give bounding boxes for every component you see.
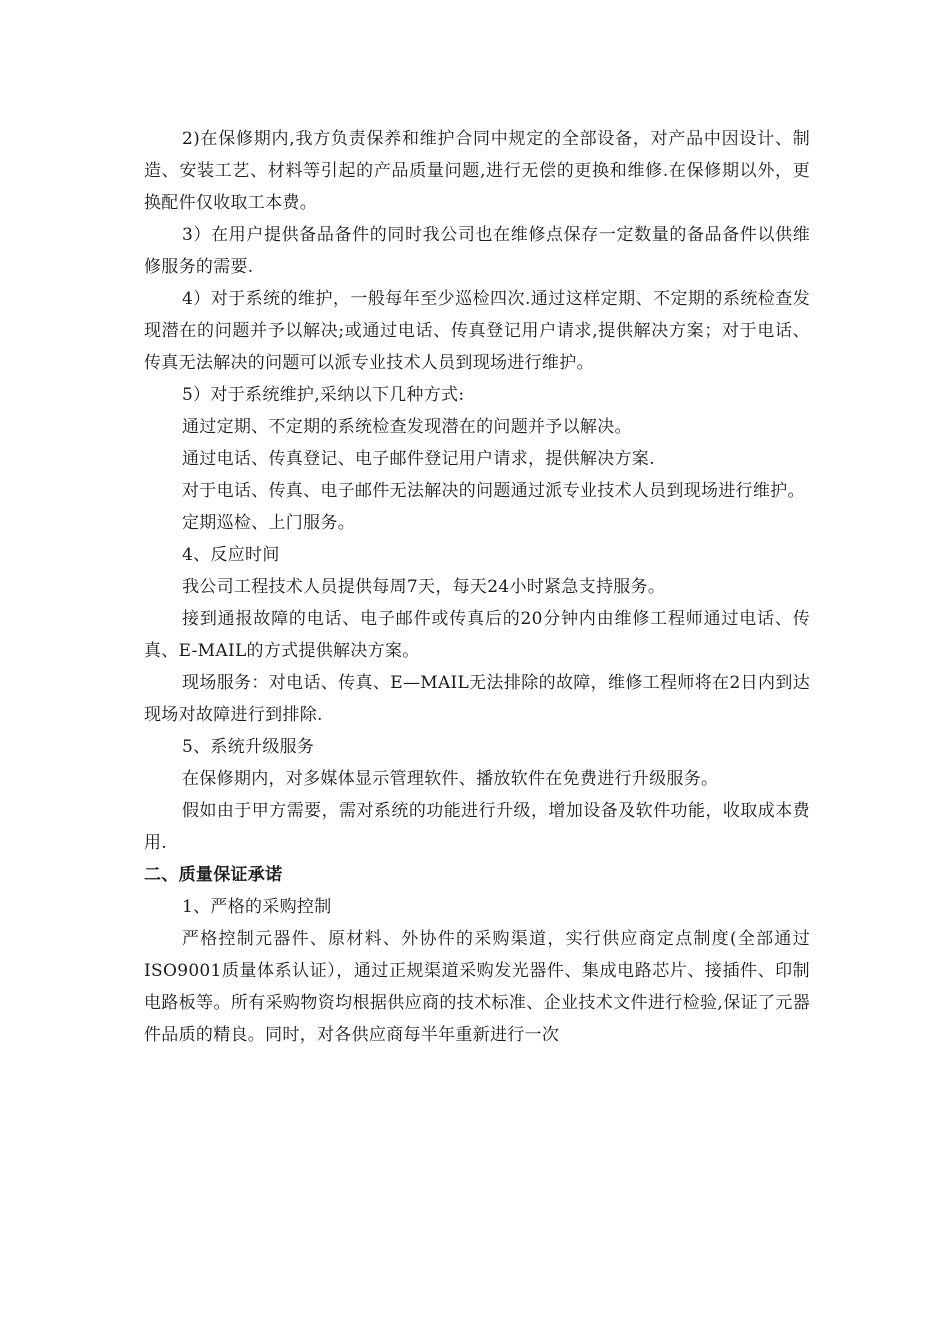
paragraph-method-inspection: 通过定期、不定期的系统检查发现潜在的问题并予以解决。 — [182, 417, 632, 437]
section-procurement-control: 1、严格的采购控制 — [182, 897, 332, 917]
paragraph-free-upgrade: 在保修期内，对多媒体显示管理软件、播放软件在免费进行升级服务。 — [182, 769, 719, 789]
paragraph-warranty-maintenance: 2)在保修期内,我方负责保养和维护合同中规定的全部设备，对产品中因设计、制造、安装工艺、材料等引起的产品质量问题,进行无偿的更换和维修.在保修期以外，更换配件仅收取工本费。 — [144, 129, 810, 213]
section-response-time: 4、反应时间 — [182, 545, 280, 565]
paragraph-paid-upgrade: 假如由于甲方需要，需对系统的功能进行升级，增加设备及软件功能，收取成本费用. — [144, 801, 810, 853]
paragraph-response-20min: 接到通报故障的电话、电子邮件或传真后的20分钟内由维修工程师通过电话、传真、E-MAIL的方式提供解决方案。 — [144, 609, 810, 661]
paragraph-procurement-details: 严格控制元器件、原材料、外协件的采购渠道，实行供应商定点制度(全部通过ISO9001质量体系认证），通过正规渠道采购发光器件、集成电路芯片、接插件、印制电路板等。所有采购物资均根据供应商的技术标准、企业技术文件进行检验,保证了元器件品质的精良。同时，对各供应商每半年重新进行一次 — [144, 929, 810, 1045]
paragraph-method-patrol: 定期巡检、上门服务。 — [182, 513, 355, 533]
heading-quality-assurance: 二、质量保证承诺 — [144, 865, 283, 885]
paragraph-spare-parts: 3）在用户提供备品备件的同时我公司也在维修点保存一定数量的备品备件以供维修服务的需要. — [144, 225, 810, 277]
document-body — [144, 123, 810, 1051]
paragraph-maintenance-methods: 5）对于系统维护,采纳以下几种方式: — [182, 385, 465, 405]
paragraph-system-maintenance: 4）对于系统的维护，一般每年至少巡检四次.通过这样定期、不定期的系统检查发现潜在的问题并予以解决;或通过电话、传真登记用户请求,提供解决方案；对于电话、传真无法解决的问题可以派专业技术人员到现场进行维护。 — [144, 289, 810, 373]
paragraph-method-onsite: 对于电话、传真、电子邮件无法解决的问题通过派专业技术人员到现场进行维护。 — [182, 481, 805, 501]
paragraph-method-phone: 通过电话、传真登记、电子邮件登记用户请求，提供解决方案. — [182, 449, 655, 469]
paragraph-onsite-service: 现场服务：对电话、传真、E—MAIL无法排除的故障，维修工程师将在2日内到达现场对故障进行到排除. — [144, 673, 810, 725]
section-upgrade-service: 5、系统升级服务 — [182, 737, 315, 757]
paragraph-support-hours: 我公司工程技术人员提供每周7天，每天24小时紧急支持服务。 — [182, 577, 666, 597]
